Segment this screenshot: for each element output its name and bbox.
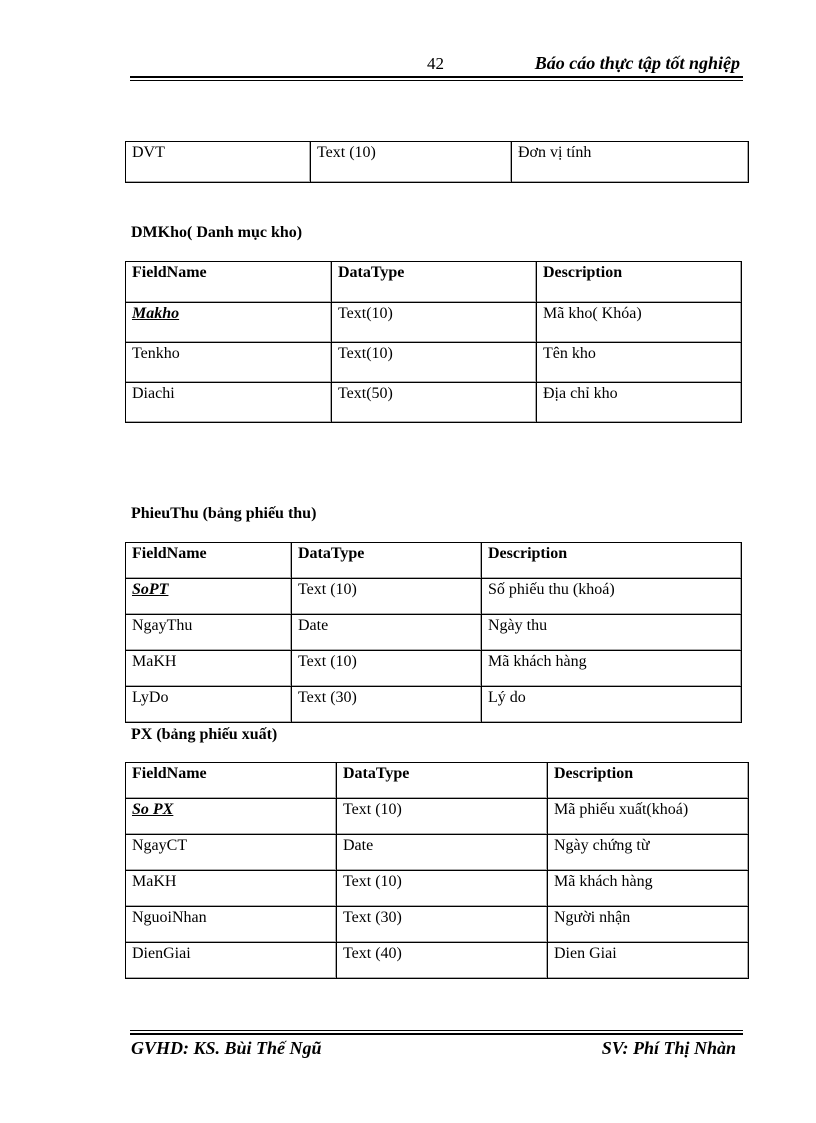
- px-title: PX (bảng phiếu xuất): [131, 726, 278, 743]
- data-type-cell: Text (10): [337, 871, 548, 907]
- header-description: Description: [537, 262, 742, 303]
- data-type-cell: Text (10): [292, 579, 482, 615]
- description-cell: Ngày chứng từ: [548, 835, 749, 871]
- data-type-cell: Text (10): [292, 651, 482, 687]
- description-cell: Đơn vị tính: [512, 142, 749, 183]
- student-label: SV: Phí Thị Nhàn: [601, 1038, 736, 1058]
- data-type-cell: Text (10): [311, 142, 512, 183]
- table-row: [126, 907, 749, 943]
- dvt-table: [125, 141, 749, 183]
- table-row: [126, 615, 742, 651]
- table-row: [126, 343, 742, 383]
- table-row: [126, 687, 742, 723]
- field-name-cell: NgayCT: [126, 835, 337, 871]
- phieuthu-title: PhieuThu (bảng phiếu thu): [131, 505, 317, 522]
- description-cell: Mã phiếu xuất(khoá): [548, 799, 749, 835]
- field-name-cell: Diachi: [126, 383, 332, 423]
- header-fieldname: FieldName: [126, 763, 337, 799]
- table-row: [126, 799, 749, 835]
- description-cell: Số phiếu thu (khoá): [482, 579, 742, 615]
- phieuthu-table: [125, 542, 742, 723]
- primary-key: Makho: [132, 305, 180, 322]
- data-type-cell: Text (40): [337, 943, 548, 979]
- px-table: [125, 762, 749, 979]
- field-name-cell: Tenkho: [126, 343, 332, 383]
- dmkho-title: DMKho( Danh mục kho): [131, 224, 303, 241]
- table-row: [126, 579, 742, 615]
- field-name-cell: [126, 303, 332, 343]
- header-description: Description: [548, 763, 749, 799]
- table-row: [126, 943, 749, 979]
- data-type-cell: Text (10): [337, 799, 548, 835]
- report-title: Báo cáo thực tập tốt nghiệp: [534, 53, 740, 73]
- header-rule: [130, 76, 743, 78]
- field-name-cell: NguoiNhan: [126, 907, 337, 943]
- description-cell: Dien Giai: [548, 943, 749, 979]
- data-type-cell: Text (30): [292, 687, 482, 723]
- description-cell: Mã khách hàng: [482, 651, 742, 687]
- description-cell: Ngày thu: [482, 615, 742, 651]
- description-cell: Địa chỉ kho: [537, 383, 742, 423]
- footer-rule: [130, 1033, 743, 1035]
- table-header-row: [126, 262, 742, 303]
- description-cell: Tên kho: [537, 343, 742, 383]
- header-description: Description: [482, 543, 742, 579]
- field-name-cell: [126, 799, 337, 835]
- table-row: [126, 383, 742, 423]
- table-row: [126, 835, 749, 871]
- supervisor-label: GVHD: KS. Bùi Thế Ngũ: [131, 1038, 322, 1058]
- primary-key: SoPT: [132, 581, 169, 598]
- header-fieldname: FieldName: [126, 262, 332, 303]
- field-name-cell: [126, 579, 292, 615]
- table-row: [126, 651, 742, 687]
- header-rule-thin: [130, 80, 743, 81]
- table-row: [126, 871, 749, 907]
- data-type-cell: Text(50): [332, 383, 537, 423]
- header-datatype: DataType: [332, 262, 537, 303]
- data-type-cell: Text (30): [337, 907, 548, 943]
- description-cell: Mã khách hàng: [548, 871, 749, 907]
- description-cell: Mã kho( Khóa): [537, 303, 742, 343]
- field-name-cell: MaKH: [126, 871, 337, 907]
- data-type-cell: Date: [292, 615, 482, 651]
- field-name-cell: MaKH: [126, 651, 292, 687]
- table-row: [126, 142, 749, 183]
- header-fieldname: FieldName: [126, 543, 292, 579]
- table-header-row: [126, 763, 749, 799]
- description-cell: Lý do: [482, 687, 742, 723]
- primary-key: So PX: [132, 801, 174, 818]
- header-datatype: DataType: [292, 543, 482, 579]
- field-name-cell: DienGiai: [126, 943, 337, 979]
- footer-rule-thin: [130, 1030, 743, 1031]
- table-row: [126, 303, 742, 343]
- data-type-cell: Text(10): [332, 343, 537, 383]
- page-number: 42: [427, 54, 444, 73]
- data-type-cell: Date: [337, 835, 548, 871]
- table-header-row: [126, 543, 742, 579]
- field-name-cell: NgayThu: [126, 615, 292, 651]
- data-type-cell: Text(10): [332, 303, 537, 343]
- field-name-cell: DVT: [126, 142, 311, 183]
- description-cell: Người nhận: [548, 907, 749, 943]
- dmkho-table: [125, 261, 742, 423]
- field-name-cell: LyDo: [126, 687, 292, 723]
- header-datatype: DataType: [337, 763, 548, 799]
